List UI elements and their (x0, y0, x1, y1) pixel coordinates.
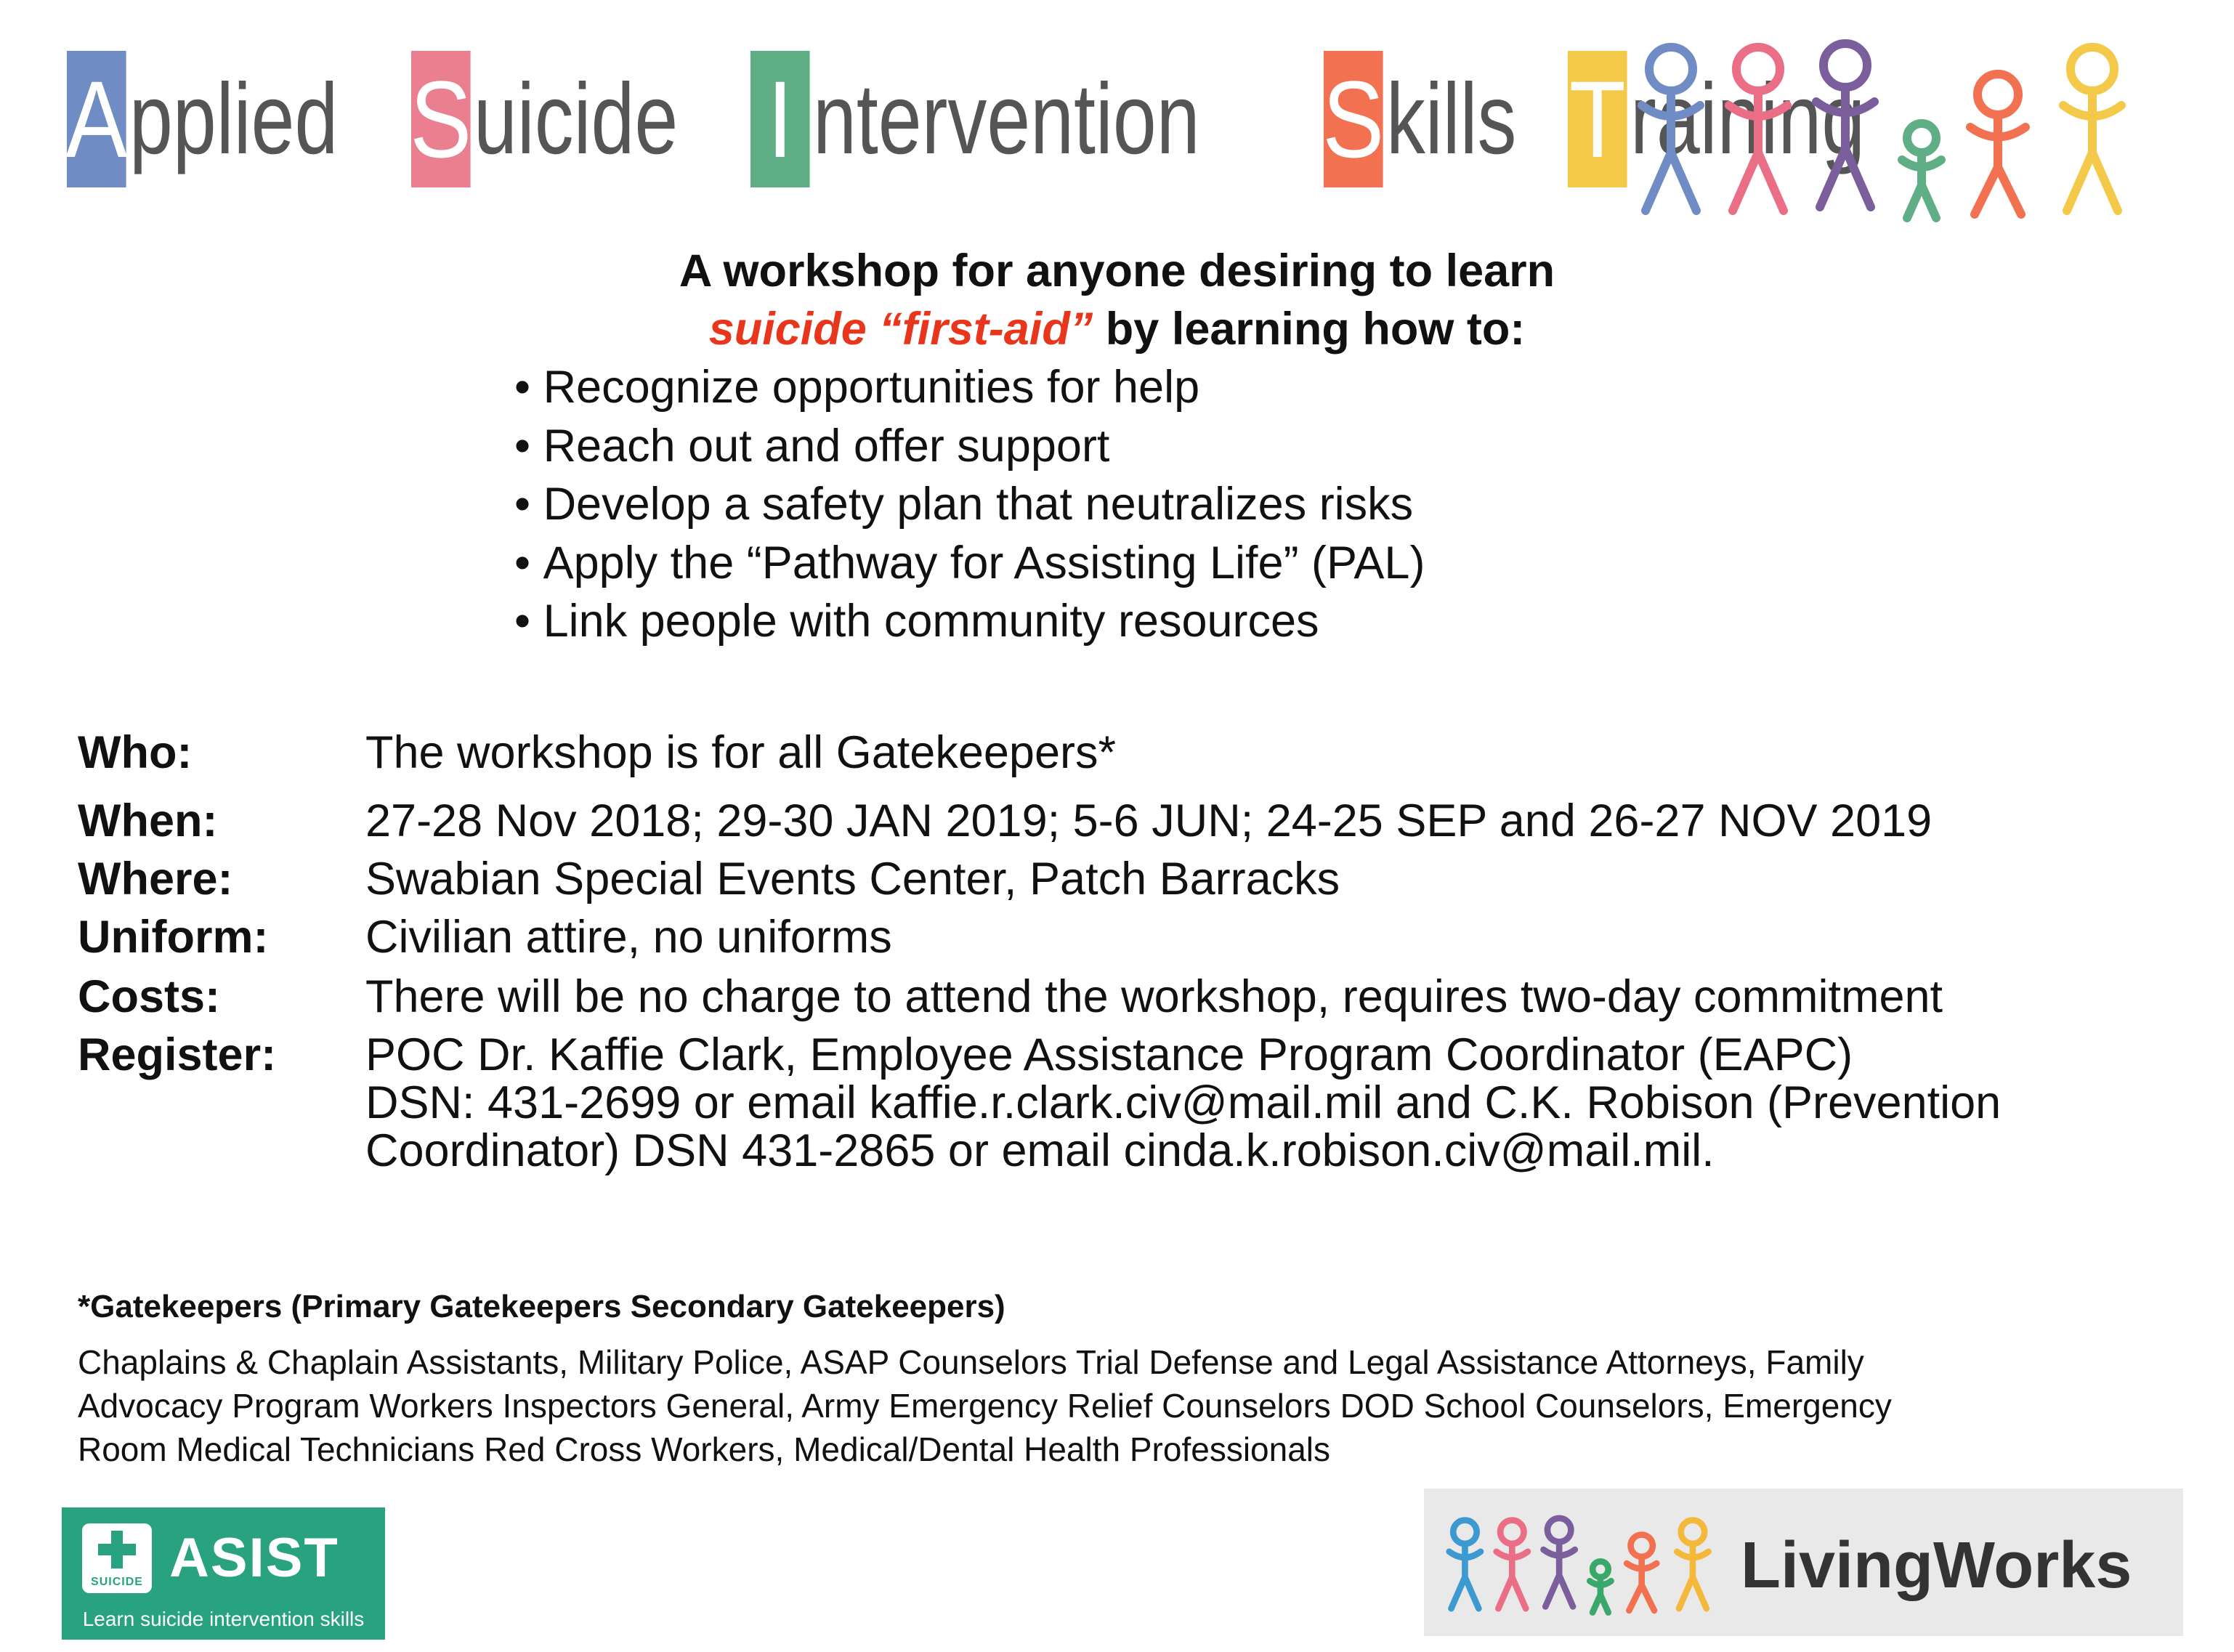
detail-label: When: (78, 795, 218, 846)
list-item: • Link people with community resources (514, 592, 1425, 651)
detail-label: Register: (78, 1029, 277, 1080)
intro-accent: suicide “first-aid” (708, 304, 1093, 355)
register-line: POC Dr. Kaffie Clark, Employee Assistance Program Coordinator (EAPC) (365, 1029, 1853, 1080)
title-word-rest: pplied (129, 63, 339, 175)
title-word-rest: raining (1630, 63, 1865, 175)
skills-list (514, 358, 1425, 651)
title-initial-tile: S (411, 51, 471, 187)
footnote-body (78, 1340, 2156, 1471)
footnote-line: Advocacy Program Workers Inspectors General, Army Emergency Relief Counselors DOD School Counselors, Emergency (78, 1387, 1892, 1425)
detail-value: Civilian attire, no uniforms (365, 912, 892, 963)
stick-figures-group-icon (1627, 29, 2165, 225)
detail-value: Swabian Special Events Center, Patch Barracks (365, 854, 1340, 904)
asist-name: ASIST (169, 1527, 339, 1589)
detail-label: Costs: (78, 971, 221, 1022)
detail-value: The workshop is for all Gatekeepers* (365, 727, 1116, 778)
detail-label: Uniform: (78, 912, 269, 963)
list-item: • Develop a safety plan that neutralizes risks (514, 475, 1425, 534)
list-item: • Reach out and offer support (514, 417, 1425, 476)
asist-box-label: SUICIDE (91, 1576, 143, 1588)
detail-value: 27-28 Nov 2018; 29-30 JAN 2019; 5-6 JUN; 24-25 SEP and 26-27 NOV 2019 (365, 795, 1933, 846)
asist-logo (62, 1507, 385, 1640)
detail-value (365, 1031, 2225, 1175)
list-item: • Recognize opportunities for help (514, 358, 1425, 417)
title-initial-tile: T (1568, 51, 1627, 187)
footnote-line: Chaplains & Chaplain Assistants, Military Police, ASAP Counselors Trial Defense and Legal Assistance Attorneys, Family (78, 1343, 1864, 1381)
title-word-rest: kills (1385, 63, 1517, 175)
livingworks-logo (1424, 1489, 2183, 1636)
intro-subheading (0, 300, 2234, 358)
detail-label: Who: (78, 727, 193, 778)
title-word (750, 51, 1309, 187)
footnote-heading: *Gatekeepers (Primary Gatekeepers Secondary Gatekeepers) (78, 1289, 1005, 1324)
intro-heading: A workshop for anyone desiring to learn (679, 246, 1555, 296)
footnote-line: Room Medical Technicians Red Cross Workers, Medical/Dental Health Professionals (78, 1430, 1331, 1468)
intro-rest: by learning how to: (1093, 304, 1526, 355)
title-word (411, 51, 736, 187)
title-initial-tile: A (67, 51, 126, 187)
asist-tagline: Learn suicide intervention skills (82, 1608, 365, 1630)
title-initial-tile: S (1324, 51, 1383, 187)
title-word (67, 51, 397, 187)
list-item: • Apply the “Pathway for Assisting Life” (PAL) (514, 534, 1425, 593)
first-aid-cross-icon (82, 1523, 152, 1593)
title-word (1324, 51, 1553, 187)
stick-figures-group-icon (1441, 1509, 1732, 1618)
title-word-rest: ntervention (812, 63, 1200, 175)
title-initial-tile: I (750, 51, 810, 187)
register-line: DSN: 431-2699 or email kaffie.r.clark.civ@mail.mil and C.K. Robison (Prevention (365, 1077, 2002, 1128)
detail-label: Where: (78, 854, 233, 904)
livingworks-name: LivingWorks (1741, 1529, 2132, 1602)
register-line: Coordinator) DSN 431-2865 or email cinda.k.robison.civ@mail.mil. (365, 1125, 1715, 1176)
title-word-rest: uicide (474, 63, 679, 175)
detail-value: There will be no charge to attend the workshop, requires two-day commitment (365, 971, 1943, 1022)
